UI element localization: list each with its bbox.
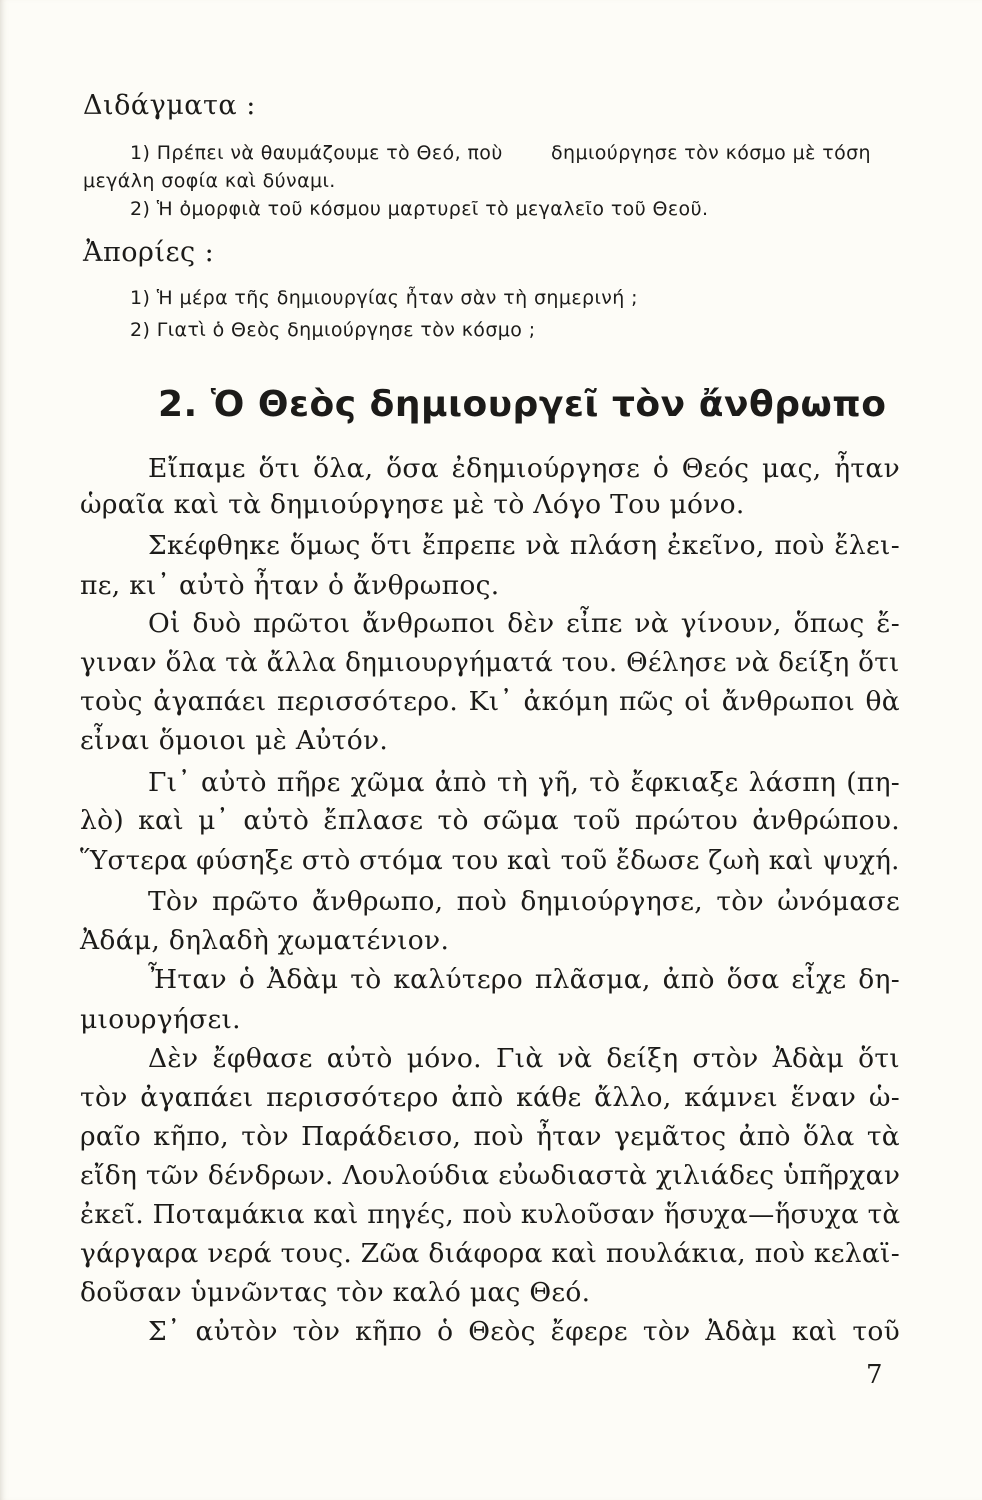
body-line-8: εἶναι ὅμοιοι μὲ Αὐτόν.	[80, 725, 389, 756]
section-title: 2. Ὁ Θεὸς δημιουργεῖ τὸν ἄνθρωπο	[158, 384, 887, 425]
body-line-2: ὡραῖα καὶ τὰ δημιούργησε μὲ τὸ Λόγο Του μόνο.	[80, 489, 745, 520]
body-line-15: μιουργήσει.	[80, 1004, 241, 1035]
body-line-22: δοῦσαν ὑμνῶντας τὸν καλό μας Θεό.	[80, 1277, 591, 1308]
body-line-17: τὸν ἀγαπάει περισσότερο ἀπὸ κάθε ἄλλο, κάμνει ἕναν ὡ-	[80, 1082, 900, 1113]
body-line-10: λὸ) καὶ μ᾿ αὐτὸ ἔπλασε τὸ σῶμα τοῦ πρώτου ἀνθρώπου.	[80, 805, 900, 836]
body-line-11: Ὕστερα φύσηξε στὸ στόμα του καὶ τοῦ ἔδωσε ζωὴ καὶ ψυχή.	[80, 845, 900, 876]
body-line-1: Εἴπαμε ὅτι ὅλα, ὅσα ἐδημιούργησε ὁ Θεός μας, ἦταν	[148, 453, 900, 484]
lessons-heading: Διδάγματα :	[83, 90, 256, 121]
body-line-16: Δὲν ἔφθασε αὐτὸ μόνο. Γιὰ νὰ δείξη στὸν Ἀδὰμ ὅτι	[148, 1043, 900, 1074]
body-line-7: τοὺς ἀγαπάει περισσότερο. Κι᾿ ἀκόμη πῶς οἱ ἄνθρωποι θὰ	[80, 686, 900, 717]
body-line-14: Ἦταν ὁ Ἀδὰμ τὸ καλύτερο πλᾶσμα, ἀπὸ ὅσα εἶχε δη-	[148, 964, 900, 995]
page-number: 7	[866, 1360, 883, 1390]
lessons-item-1-line-1-left: 1) Πρέπει νὰ θαυμάζουμε τὸ Θεό, ποὺ	[130, 142, 503, 164]
body-line-20: ἐκεῖ. Ποταμάκια καὶ πηγές, ποὺ κυλοῦσαν ἥσυχα—ἥσυχα τὰ	[80, 1199, 901, 1230]
questions-heading: Ἀπορίες :	[83, 237, 215, 268]
body-line-9: Γι᾿ αὐτὸ πῆρε χῶμα ἀπὸ τὴ γῆ, τὸ ἔφκιαξε λάσπη (πη-	[148, 767, 900, 798]
body-line-5: Οἱ δυὸ πρῶτοι ἄνθρωποι δὲν εἶπε νὰ γίνουν, ὅπως ἔ-	[148, 608, 900, 639]
lessons-item-1-line-2: μεγάλη σοφία καὶ δύναμι.	[83, 170, 336, 192]
questions-item-2: 2) Γιατὶ ὁ Θεὸς δημιούργησε τὸν κόσμο ;	[130, 319, 536, 341]
body-line-19: εἴδη τῶν δένδρων. Λουλούδια εὐωδιαστὰ χιλιάδες ὑπῆρχαν	[80, 1160, 901, 1191]
questions-item-1: 1) Ἡ μέρα τῆς δημιουργίας ἦταν σὰν τὴ σημερινή ;	[130, 287, 638, 309]
body-line-13: Ἀδάμ, δηλαδὴ χωματένιον.	[80, 925, 450, 956]
body-line-23: Σ᾿ αὐτὸν τὸν κῆπο ὁ Θεὸς ἔφερε τὸν Ἀδὰμ καὶ τοῦ	[148, 1316, 900, 1347]
body-line-4: πε, κι᾿ αὐτὸ ἦταν ὁ ἄνθρωπος.	[80, 570, 500, 601]
body-line-6: γιναν ὅλα τὰ ἄλλα δημιουργήματά του. Θέλησε νὰ δείξη ὅτι	[80, 647, 900, 678]
body-line-12: Τὸν πρῶτο ἄνθρωπο, ποὺ δημιούργησε, τὸν ὠνόμασε	[148, 886, 900, 917]
body-line-21: γάργαρα νερά τους. Ζῶα διάφορα καὶ πουλάκια, ποὺ κελαϊ-	[80, 1238, 900, 1269]
lessons-item-2: 2) Ἡ ὀμορφιὰ τοῦ κόσμου μαρτυρεῖ τὸ μεγαλεῖο τοῦ Θεοῦ.	[130, 198, 709, 220]
lessons-item-1-line-1-right: δημιούργησε τὸν κόσμο μὲ τόση	[551, 142, 871, 164]
body-line-18: ραῖο κῆπο, τὸν Παράδεισο, ποὺ ἦταν γεμᾶτος ἀπὸ ὅλα τὰ	[80, 1121, 900, 1152]
body-line-3: Σκέφθηκε ὅμως ὅτι ἔπρεπε νὰ πλάση ἐκεῖνο, ποὺ ἔλει-	[148, 530, 900, 561]
